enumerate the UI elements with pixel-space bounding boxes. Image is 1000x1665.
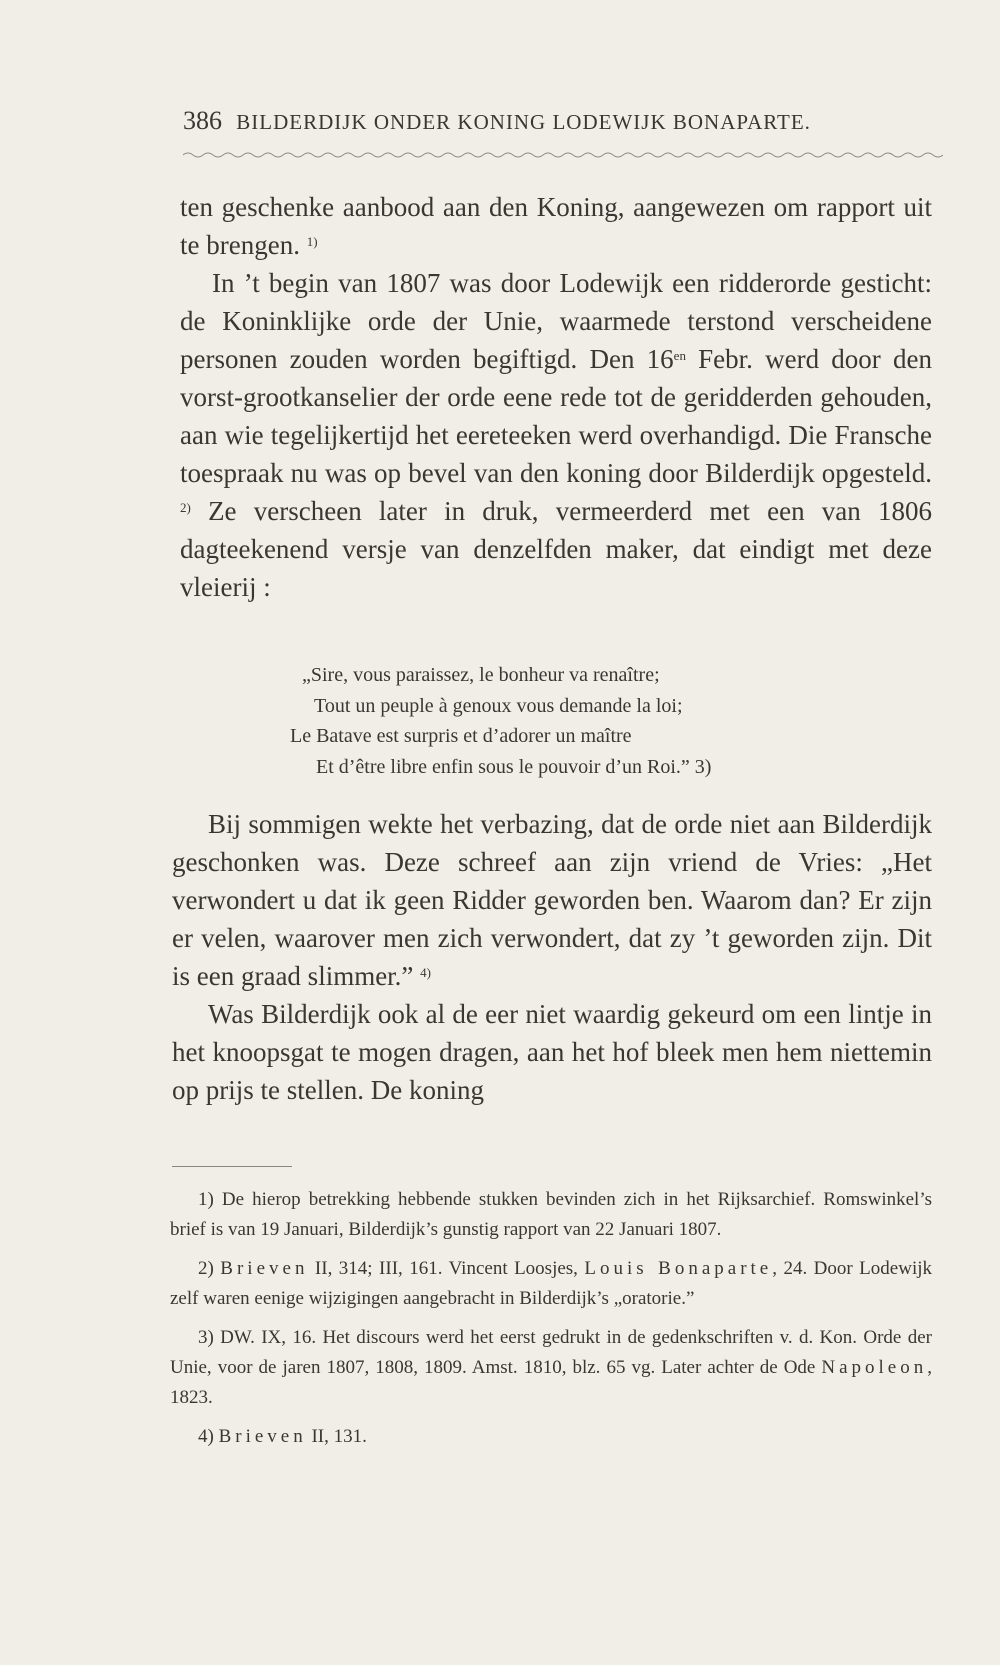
paragraph-2-text-b: Febr. werd door den vorst-grootkanselier der orde eene rede tot de geridderden gehouden, aan wie tegelijkertijd het eereteeken werd overhandigd. Die Fransche toespraak nu was op bevel van den koning door Bilderdijk opgesteld. [180,344,932,488]
poem-line-4: Et d’être libre enfin sous le pouvoir d’un Roi.” 3) [316,755,712,778]
running-title: BILDERDIJK ONDER KONING LODEWIJK BONAPARTE. [236,110,811,134]
footnote-3-title-napoleon: Napoleon [821,1357,928,1378]
poem-line-1: „Sire, vous paraissez, le bonheur va renaître; [302,664,660,686]
paragraph-3-text: Bij sommigen wekte het verbazing, dat de orde niet aan Bilderdijk geschonken was. Deze schreef aan zijn vriend de Vries: „Het verwondert u dat ik geen Ridder geworden ben. Waarom dan? Er zijn er velen, waarover men zich verwondert, dat zy ’t geworden zijn. Dit is een graad slimmer.” [172,809,932,991]
footnote-4 [170,1422,932,1452]
footnote-2-number: 2) [198,1258,221,1279]
poem-line-3: Le Batave est surpris et d’adorer un maître [290,725,632,747]
footnote-2 [170,1254,932,1314]
main-text-top [180,188,932,606]
poem-line-2: Tout un peuple à genoux vous demande la loi; [314,694,683,717]
footnote-ref-2: 2) [180,500,191,515]
footnote-2-text-end: , 24. Door Lodewijk zelf waren eenige wijzigingen aangebracht in Bilderdijk’s „oratorie.” [170,1258,932,1309]
paragraph-1 [180,188,932,264]
footnote-2-text: II, 314; III, 161. Vincent Loosjes, [308,1258,585,1279]
main-text-bottom [172,805,932,1109]
footnote-3-text-end: , 1823. [170,1357,932,1408]
paragraph-3 [172,805,932,995]
paragraph-1-text: ten geschenke aanbood aan den Koning, aangewezen om rapport uit te brengen. [180,192,932,260]
footnote-3-text: 3) DW. IX, 16. Het discours werd het eerst gedrukt in de gedenkschriften v. d. Kon. Orde der Unie, voor de jaren 1807, 1808, 1809. Amst. 1810, blz. 65 vg. Later achter de Ode [170,1327,932,1378]
footnote-ref-1: 1) [306,234,318,249]
header-wavy-rule [183,150,943,160]
footnote-separator [172,1166,292,1167]
paragraph-2 [180,264,932,606]
footnote-ref-4: 4) [420,965,432,980]
footnote-4-number: 4) [198,1426,219,1447]
paragraph-4-text: Was Bilderdijk ook al de eer niet waardig gekeurd om een lintje in het knoopsgat te mogen dragen, aan het hof bleek men hem niettemin op prijs te stellen. De koning [172,999,932,1105]
footnote-3 [170,1323,932,1413]
footnote-1: 1) De hierop betrekking hebbende stukken bevinden zich in het Rijksarchief. Romswinkel’s brief is van 19 Januari, Bilderdijk’s gunstig rapport van 22 Januari 1807. [170,1189,932,1240]
footnote-2-title-louis-bonaparte: Louis Bonaparte [584,1258,773,1279]
running-header [183,106,923,136]
ordinal-superscript: en [673,348,686,363]
page-number: 386 [183,106,222,135]
paragraph-2-text-c: Ze verscheen later in druk, vermeerderd met een van 1806 dagteekenend versje van denzelfden maker, dat eindigt met deze vleierij : [180,496,932,602]
footnote-4-title-brieven: Brieven [218,1426,307,1447]
paragraph-2-text-a: In ’t begin van 1807 was door Lodewijk een ridderorde gesticht: de Koninklijke orde der Unie, waarmede terstond verscheidene personen zouden worden begiftigd. Den 16 [180,268,932,374]
paragraph-4 [172,995,932,1109]
footnote-2-title-brieven: Brieven [220,1258,309,1279]
footnote-4-text: II, 131. [306,1426,367,1447]
footnotes [170,1185,932,1461]
poem-quote [280,660,840,782]
